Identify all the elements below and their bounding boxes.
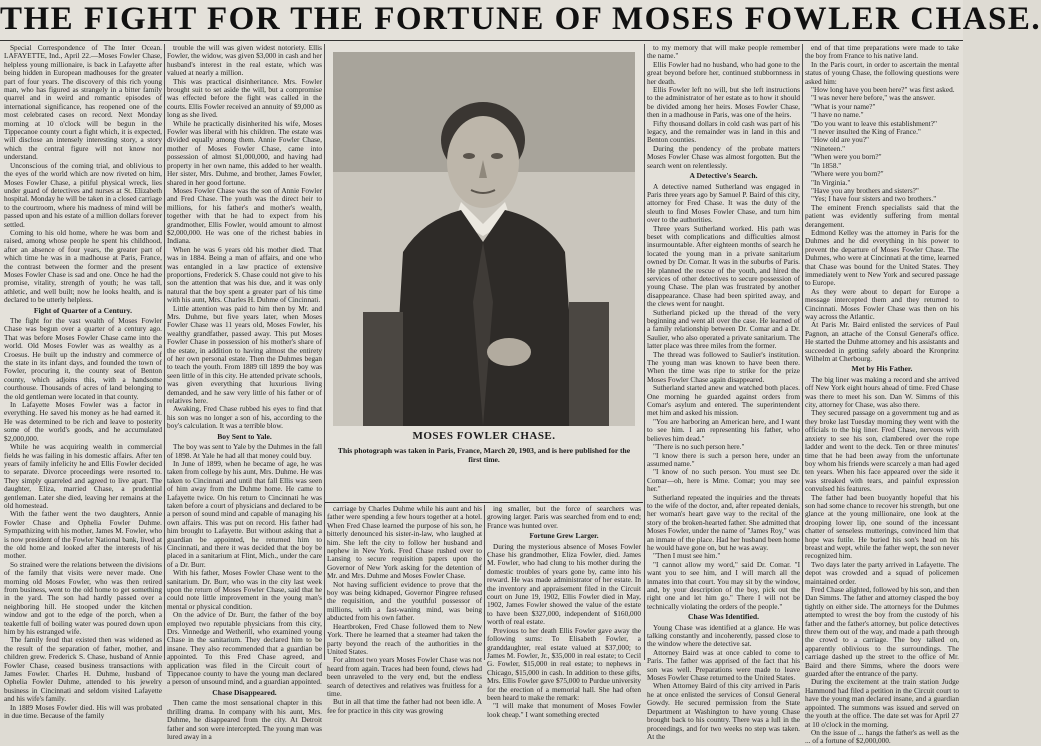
paragraph: But in all that time the father had not been idle. A fee for practice in this city was growing [327,697,482,715]
subheading: Boy Sent to Yale. [217,431,272,441]
paragraph: When he was 6 years old his mother died. That was in 1884. Being a man of affairs, and one who was entangled in a law practice of extensive proportions, Frederick S. Chase could not give to his son the attention that was his due, and it was only natural that the boy spent a greater part of his time with his aunt, Mrs. Charles H. Duhme of Cincinnati. [167,244,322,305]
paragraph: "Where were you born?" [811,169,884,179]
paragraph: "Then I must see him." [653,551,721,561]
paragraph: As they were about to depart for Europe a message intercepted them and they returned to Cincinnati. Moses Fowler Chase was then on his way across the Atlantic. [805,286,959,321]
portrait-illustration [333,52,635,426]
paragraph: They secured passage on a government tug and as they broke last Tuesday morning they went with the officials to the big liner. Fred Chase, nervous with anxiety to see his son, clambered over the rope ladder and went to the deck. Ten or three minutes' time that he had been away from the unfortunate boy whom his friends were scarcely a man had aged ten years. When his face appeared over the side it was streaked with tears, and painful expression convulsed his features. [805,408,959,494]
subheading: Fight of Quarter of a Century. [33,305,133,315]
paragraph: to my memory that will make people remember the name." [647,43,800,61]
paragraph: Sutherland picked up the thread of the very beginning and went all over the case. He learned of a family relationship between Dr. Comar and a Dr. Saulier, who also operated a private sanitarium. The latter place was three miles from the former. [647,307,800,351]
paragraph: For almost two years Moses Fowler Chase was not heard from again. Traces had been found, clews had been unraveled to the very end, but the endless search of detectives and relatives was fruitless for a time. [327,655,482,698]
paragraph: "What is your name?" [811,101,876,111]
paragraph: The boy was sent to Yale by the Duhmes in the fall of 1898. At Yale he had all that money could buy. [167,442,322,460]
paragraph: The thread was followed to Saulier's institution. The young man was known to have been there. When the time was ripe to strike for the prize Moses Fowler Chase again disappeared. [647,349,800,384]
paragraph: In the Paris court, in order to ascertain the mental status of young Chase, the following questions were asked him: [805,59,959,86]
paragraph: "You are harboring an American here, and I want to see him. I am representing his father, who believes him dead." [647,416,800,443]
paragraph: Previous to her death Ellis Fowler gave away the following sums: To Elisabeth Fowler, a granddaughter, real estate valued at $37,000; to James M. Fowler, Jr., $35,000 in real estate; to Cecil G. Fowler, $15,000 in real estate; to nephews in Chicago, $15,000 in cash. In addition to these gifts, Mrs. Ellis Fowler gave $75,000 to Purdue university for the erection of a memorial hall. She had often been heard to make the remark: [487,625,641,702]
paragraph: During the mysterious absence of Moses Fowler Chase his grandmother, Eliza Fowler, died. James M. Fowler, who had clung to his mother during the domestic troubles of years gone by, came into his reward. He was made administrator of her estate. In the inventory and appraisement filed in the Circuit court on June 19, 1902, Ellis Fowler died in May, 1902, James Fowler showed the value of the estate to have been $327,000, independent of $160,000 worth of real estate. [487,541,641,627]
column-photo-bottom-left [327,504,482,715]
paragraph: With his father, Moses Fowler Chase went to the sanitarium. Dr. Burr, who was in the city last week upon the return of Moses Fowler Chase, said that he could note little improvement in the young man's mental or physical condition. [167,568,322,611]
paragraph: Ellis Fowler had no husband, who had gone to the great beyond before her, continued stubbornness in her death. [647,59,800,86]
paragraph: With the father went the two daughters, Annie Fowler Chase and Ophelia Fowler Duhme. Sympathizing with his mother, James M. Fowler, who is now president of the Fowler National bank, lived at the old home and looked after the interests of his mother. [4,509,162,561]
photo-bottom-rule [325,502,643,503]
paragraph: The fight for the vast wealth of Moses Fowler Chase was begun over a quarter of a century ago. That was before Moses Fowler Chase came into the world. Old Moses Fowler was as wealthy as a Croesus. He built up the industry and commerce of the state in its infant days, and founded the town of Fowler, procuring it, the county seat of Benton county, which adjoins this, with a handsome courthouse. Thousands of acres of land belonging to the old gentleman were located in that county. [4,316,162,401]
subheading: A Detective's Search. [689,171,758,181]
paragraph: While he practically disinherited his wife, Moses Fowler was liberal with his children. The estate was divided equally among them. Annie Fowler Chase, mother of Moses Fowler Chase, came into possession of almost $1,000,000, and having had property in her own name, this added to her wealth. Her sister, Mrs. Duhme, and brother, James Fowler, shared in her good fortune. [167,118,322,187]
paragraph: "I was never here before," was the answer. [811,93,936,103]
paragraph: So strained were the relations between the divisions of the family that visits were never made. One morning old Moses Fowler, who was then retired from business, went to the old home to get something in the yard. The son had hardly passed over a neighboring hill. He stooped under the kitchen window and got to the edge of the porch, when a teakettle full of boiling water was poured down upon him by his estranged wife. [4,559,162,637]
column-divider [802,44,803,660]
paragraph: Coming to his old home, where he was born and raised, among whose people he spent his childhood, after an absence of four years, the greater part of which time he was in a madhouse at Paris, France, the contrast between the former and the present Moses Fowler Chase is sad and one. Once he had the promise, vitality, strength of youth; he was tall, athletic, and well built; now he looks health, and is declared to be utterly helpless. [4,227,162,305]
portrait-photo [333,52,635,426]
paragraph: The eminent French specialists said that the patient was evidently suffering from mental derangement. [805,202,959,229]
column-photo-bottom-right [487,504,641,719]
paragraph: Ellis Fowler left no will, but she left instructions to the administrator of her estate as to how it should be divided among her heirs. Moses Fowler Chase, then in a madhouse in Paris, was one of the heirs. [647,85,800,120]
paragraph: Fred Chase alighted, followed by his son, and then Dan Simms. The father and attorney clasped the boy tightly on either side. The attorneys for the Duhmes attempted to wrest the boy from the custody of his father and the father's attorney, but police detectives threw them out of the way, and made a path through the crowd to a carriage. The boy talked on, apparently oblivious to the surroundings. The carriage dashed up the street to the office of Mr. Baird and there Simms, where the doors were guarded after the entrance of the party. [805,585,959,679]
subheading: Met by His Father. [851,364,913,374]
paragraph: "How long have you been here?" was first asked. [811,85,955,95]
paragraph: This was practical disinheritance. Mrs. Fowler brought suit to set aside the will, but a compromise was effected before the fight was called in the courts. Ellis Fowler received an annuity of $9,000 as long as she lived. [167,76,322,120]
paragraph: Young Chase was identified at a glance. He was talking constantly and incoherently, passed close to the window where the detective sat. [647,622,800,649]
paragraph: During the excitement at the train station Judge Hammond had filed a petition in the Circuit court to have the young man declared insane, and a guardian appointed. The summons was issued and served on the youth at the office. The date set was for April 27 at 10 o'clock in the morning. [805,677,959,729]
column-divider [164,44,165,660]
subheading: Fortune Grew Larger. [529,531,599,541]
paragraph: Awaking, Fred Chase rubbed his eyes to find that his son was no longer a son of his, according to the boy's calculation. It was a terrible blow. [167,404,322,431]
paragraph: At Paris Mr. Baird enlisted the services of Paul Pagnon, an attache of the Consul General's office. He started the Duhme attorney and his assistants and succeeded in getting safely aboard the Kronprinz Wilhelm at Cherbourg. [805,320,960,364]
photo-block [325,44,643,499]
paragraph: Edmond Kelley was the attorney in Paris for the Duhmes and he did everything in his power to prevent the departure of Moses Fowler Chase. The Duhmes, who were at Cincinnati at the time, learned that Chase was bound for the United States. They immediately went to New York and secured passage to Europe. [805,227,959,288]
subheading: Chase Was Identified. [688,612,759,622]
paragraph: In June of 1899, when he became of age, he was taken from college by his aunt, Mrs. Duhme. He was taken to Cincinnati and until that fall Ellis was seen of him away from the Duhme home. He came to Lafayette twice. On his return to Cincinnati he was taken before a court of physicians and declared to be a person of sound mind and capable of managing his own affairs. This was put on record. His father had him brought to Lafayette. But without asking that a guardian be appointed, he returned him to Cincinnati, and there it was decided that the boy be placed in a sanitarium at Flint, Mich., under the care of a Dr. Burr. [167,458,322,569]
paragraph: Fifty thousand dollars in cold cash was part of his legacy, and the remainder was in land in this and Benton counties. [647,118,800,145]
paragraph: When Attorney Baird of this city arrived in Paris he at once enlisted the services of Consul General Gowdy. He secured permission from the State Department at Washington to have young Chase brought back to his country. There was a lull in the proceedings, and for two weeks no step was taken. At the [647,681,800,741]
paragraph: Heartbroken, Fred Chase followed them to New York. There he learned that a steamer had taken the party beyond the reach of the authorities in the United States. [327,621,482,656]
paragraph: "I know there is such a person here, under an assumed name." [647,450,800,468]
paragraph: The family feud that existed then was widened as the result of the separation of father, mother, and children grew. Frederick S. Chase, husband of Annie Fowler Chase, ceased business transactions with James Fowler. Charles H. Duhme, husband of Ophelia Fowler Duhme, attended to his jewelry business in Cincinnati and seldom visited Lafayette and his wife's family. [4,635,162,704]
paragraph: On the issue of ... hangs the father's as well as the ... of a fortune of $2,000,000. [805,727,959,746]
paragraph: "I have no name." [811,110,864,120]
paragraph: The father had been buoyantly hopeful that his son had some chance to recover his strength, but one glance at the young millionaire, one look at the drooping lower lip, one sound of the incessant chatter of senseless mutterings, convinced him that hope was futile. He buried his son's head on his breast and wept, while the father wept, the son never recognized him. [805,492,960,561]
paragraph: "When were you born?" [811,152,882,162]
paragraph: Little attention was paid to him then by Mr. and Mrs. Duhme, but five years later, when Moses Fowler Chase was 11 years old, Moses Fowler, his wealthy grandfather, passed away. This put Moses Fowler Chase in possession of his mother's share of the estate, in addition to having almost the entirety of her own personal estate. Then the Duhmes began to teach the youth. From 1889 till 1899 the boy was seen little of in this city. He attended private schools, was given everything that luxurious living demanded, and he saw very little of his father or of relatives here. [167,303,322,406]
paragraph: "How old are you?" [811,135,870,145]
column-2 [167,43,322,741]
paragraph: "I will make that monument of Moses Fowler look cheap." I want something erected [487,701,641,719]
headline: THE FIGHT FOR THE FORTUNE OF MOSES FOWLER CHASE. [0,1,1041,37]
paragraph: Then came the most sensational chapter in this thrilling drama. In company with his aunt, Mrs. Duhme, he disappeared from the city. At Detroit father and son were intercepted. The young man was lured away in a [167,698,322,741]
paragraph: trouble the will was given widest notoriety. Ellis Fowler, the widow, was given $3,000 in cash and her husband's interest in the real estate, which was valued at nearly a million. [167,43,322,78]
paragraph: "I know of no such person. You must see Dr. Comar—oh, here is Mme. Comar; you may see her." [647,467,800,494]
paragraph: "Yes; I have four sisters and two brothers." [811,194,937,204]
paragraph: On the advice of Dr. Burr, the father of the boy employed two reputable physicians from this city, Drs. Vinnedge and Wetherill, who examined young Chase in the sanitarium. They declared him to be insane. They also recommended that a guardian be appointed. To this Fred Chase agreed, and application was filed in the Circuit court of Tippecanoe county to have the young man declared a person of unsound mind, and a guardian appointed. [167,610,322,687]
paragraph: "Have you any brothers and sisters?" [811,185,919,195]
paragraph: carriage by Charles Duhme while his aunt and his father were spending a few hours together at a hotel. When Fred Chase learned the purpose of his son, he bitterly denounced his sister-in-law, who laughed at him. She left the city to follow her husband and nephew in New York. Fred Chase rushed over to Lansing to secure requisition papers upon the Governor of New York asking for the detention of Mr. and Mrs. Duhme and Moses Fowler Chase. [327,504,482,581]
photo-caption-title: MOSES FOWLER CHASE. [412,430,556,442]
paragraph: While he was acquiring wealth in commercial fields he was failing in his domestic affairs. After ten years of family infelicity he and Ellis Fowler decided to separate. Divorce proceedings were resorted to. They simply quarreled and agreed to live apart. The daughter, Eliza, married Chase, a prudential gentleman. Later she died, leaving her remains at the old homestead. [4,442,162,510]
paragraph: end of that time preparations were made to take the boy from France to his native land. [805,43,959,61]
paragraph: Two days later the party arrived in Lafayette. The depot was crowded and a squad of policemen maintained order. [805,559,959,586]
paragraph: The big liner was making a record and she arrived off New York eight hours ahead of time. Fred Chase was there to meet his son. Dan W. Simms of this city, attorney for Chase, was also there. [805,374,959,410]
column-1 [4,43,162,721]
paragraph: "Nineteen." [811,143,846,153]
paragraph: Sutherland repeated the inquiries and the threats to the wife of the doctor, and, after repeated denials, her woman's heart gave way to the recital of the story of the broken-hearted father. She admitted that Moses Fowler, under the name of "James Roy," was an inmate of the place. Had her husband been home he would have gone on, but he was away. [647,492,800,552]
paragraph: Not having sufficient evidence to prove that the boy was being kidnaped, Governor Pingree refused the requisition, and the youthful possessor of millions, with a fast-waning mind, was being abducted from his own father. [327,579,482,623]
paragraph: "I never insulted the King of France." [811,127,921,137]
paragraph: During the pendency of the probate matters Moses Fowler Chase was almost forgotten. But the search went on relentlessly. [647,143,800,170]
paragraph: "Do you want to leave this establishment?" [811,118,937,128]
paragraph: "In 1858." [811,160,842,170]
column-4 [805,43,960,746]
paragraph: A detective named Sutherland was engaged in Paris three years ago by Samuel P. Baird of this city, attorney for Fred Chase. It was the duty of the sleuth to find Moses Fowler Chase, and turn him over to the authorities. [647,181,800,225]
paragraph: Sutherland started anew and watched both places. One morning he guarded against orders from Comar's asylum and entered. The superintendent met him and asked his mission. [647,383,800,418]
paragraph: Attorney Baird was at once cabled to come to Paris. The father was apprised of the fact that his son was well. Preparations were made to leave Moses Fowler Chase returned to the United States. [647,647,800,683]
column-divider [484,505,485,660]
paragraph: "I cannot allow my word," said Dr. Comar. "I want you to see him, and I will march all the inmates into that court. You may sit by the window, and, by your description of the boy, pick out the right one and let him go." There I will not be technically violating the orders of the people." [647,559,800,611]
paragraph: In 1889 Moses Fowler died. His will was probated in due time. Because of the family [4,702,162,721]
paragraph: In Lafayette Moses Fowler was a factor in everything. He saved his money as he had earned it. He was determined to be rich and leave to posterity some of the world's goods, and he accumulated $2,000,000. [4,400,162,443]
paragraph: "In Virginia." [811,177,851,187]
paragraph: Moses Fowler Chase was the son of Annie Fowler and Fred Chase. The youth was the direct heir to millions, for his father's and mother's wealth, together with that he had to expect from his grandmother, Ellis Fowler, would amount to almost $2,000,000. He was one of the richest babies in Indiana. [167,185,322,246]
paragraph: Three years Sutherland worked. His path was beset with complications and difficulties almost insurmountable. After eighteen months of search he located the young man in a private sanitarium owned by Dr. Comar. It was in the suburbs of Paris. He planned the rescue of the youth, and hired the services of other detectives to secure possession of young Chase. The plan was frustrated by another disappearance. Chase had been spirited away, and the clews went for naught. [647,223,800,309]
paragraph: "There is no such person here." [653,442,745,452]
paragraph: Unconscious of the coming trial, and oblivious to the eyes of the world which are now riveted on him, Moses Fowler Chase, a pitiful physical wreck, lies under guard of detectives and nurses at St. Elizabeth hospital. Monday he will be taken in a closed carriage to the courtroom, where his madness of mind will be passed upon and his estate of a million dollars forever settled. [4,160,162,229]
paragraph: ing smaller, but the force of searchers was growing larger. Paris was searched from end to end; France was hunted over. [487,504,641,530]
subheading: Chase Disappeared. [212,687,277,697]
column-3 [647,43,800,741]
photo-caption-text: This photograph was taken in Paris, France, March 20, 1903, and is here published for the first time. [337,446,631,464]
column-divider [644,44,645,660]
headline-rule [0,40,963,41]
paragraph: Special Correspondence of The Inter Ocean. LAFAYETTE, Ind., April 22.—Moses Fowler Chase, helpless young millionaire, is back in Lafayette after being hidden in European madhouses for the greater part of four years. The discovery of this rich young man, who has figured as strangely in a bitter family quarrel and in weird and romantic episodes of international significance, has reopened one of the most celebrated cases on record. Next Monday morning at 10 o'clock will be begun in the Tippecanoe county court a fight which, it is expected, will disclose an intensely interesting story, a story which the central figure will not know nor understand. [4,43,162,162]
